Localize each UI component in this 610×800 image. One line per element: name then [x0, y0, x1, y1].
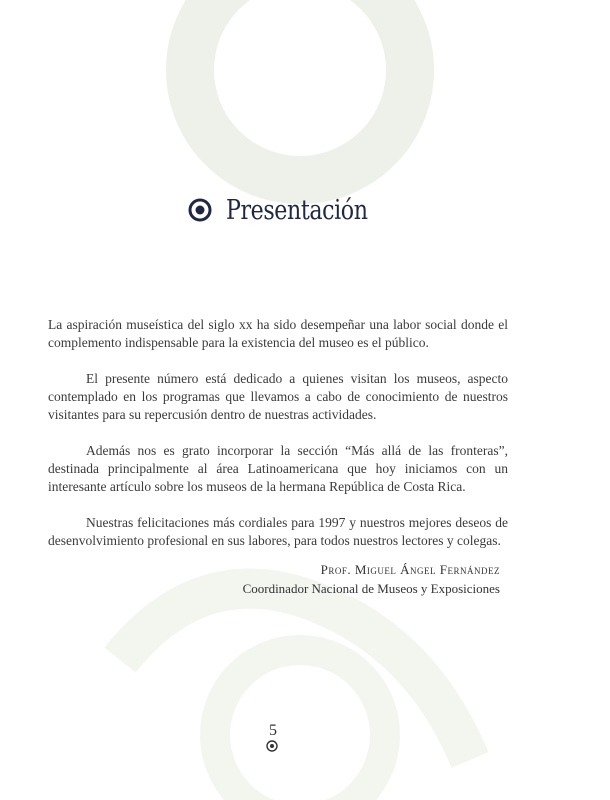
page-number: 5 [269, 722, 277, 739]
signature-block [200, 560, 500, 598]
body-text [48, 316, 508, 568]
target-circle-icon [188, 198, 212, 222]
signature-role: Coordinador Nacional de Museos y Exposiciones [242, 581, 500, 596]
target-circle-icon [266, 740, 278, 752]
paragraph-4: Nuestras felicitaciones más cordiales para 1997 y nuestros mejores deseos de desenvolvimiento profesional en sus labores, para todos nuestros lectores y colegas. [48, 515, 508, 548]
paragraph-1: La aspiración museística del siglo xx ha sido desempeñar una labor social donde el complemento indispensable para la existencia del museo es el público. [48, 317, 508, 350]
page-title: Presentación [226, 194, 368, 226]
title-row [188, 190, 399, 230]
signature-name: Prof. Miguel Ángel Fernández [320, 562, 500, 577]
paragraph-3: Además nos es grato incorporar la sección “Más allá de las fronteras”, destinada principalmente al área Latinoamericana que hoy iniciamos con un interesante artículo sobre los museos de la hermana República de Costa Rica. [48, 443, 508, 494]
paragraph-2: El presente número está dedicado a quienes visitan los museos, aspecto contemplado en los programas que llevamos a cabo de conocimiento de nuestros visitantes para su repercusión dentro de nuestras actividades. [48, 371, 508, 422]
